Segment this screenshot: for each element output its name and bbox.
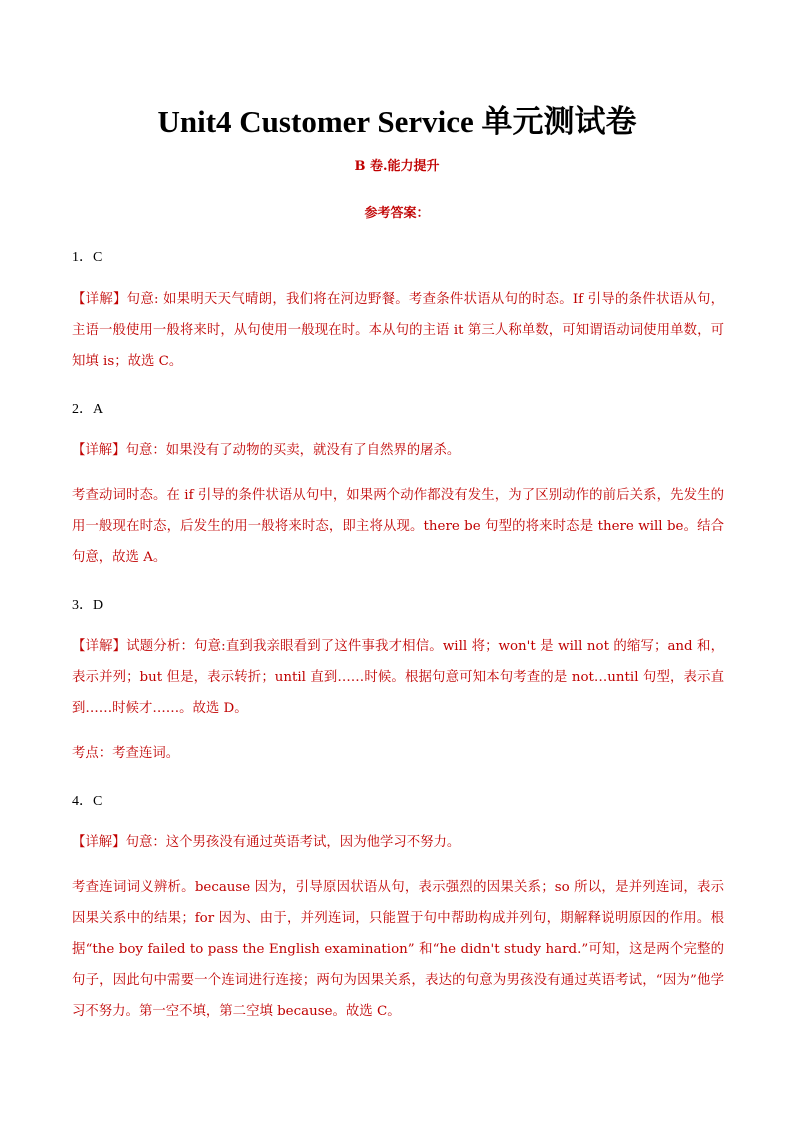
explanation-paragraph [72,738,724,769]
explanation-paragraph [72,631,724,724]
explanation-paragraph [72,480,724,573]
explanation-paragraph [72,827,724,858]
detail-tag: 【详解】 [72,443,126,458]
detail-tag: 【详解】 [72,835,126,850]
detail-tag: 【详解】 [72,639,127,654]
explanation-paragraph [72,872,724,1027]
detail-tag: 【详解】 [72,292,127,307]
explanation-text: 考查动词时态。在 if 引导的条件状语从句中，如果两个动作都没有发生，为了区别动作的前后关系，先发生的用一般现在时态，后发生的用一般将来时态，即主将从现。there be 句型的将来时态是 there will be。结合句意，故选 A。 [72,488,724,565]
explanation-text: 句意：如果没有了动物的买卖，就没有了自然界的屠杀。 [125,443,461,458]
question-number: 4．C [72,794,103,809]
page-subtitle: B 卷.能力提升 [354,159,440,174]
answers-heading: 参考答案： [364,206,430,221]
explanation-text: 试题分析：句意:直到我亲眼看到了这件事我才相信。will 将；won't 是 will not 的缩写；and 和，表示并列；but 但是，表示转折；until 直到……时候。根据句意可知本句考查的是 not…until 句型，表示直到……时候才……。故选 D。 [72,639,725,716]
explanation-text: 句意：这个男孩没有通过英语考试，因为他学习不努力。 [125,835,461,850]
question-number: 3．D [72,598,104,613]
question-number: 2．A [72,402,104,417]
explanation-text: 句意: 如果明天天气晴朗，我们将在河边野餐。考查条件状语从句的时态。If 引导的条件状语从句，主语一般使用一般将来时，从句使用一般现在时。本从句的主语 it 第三人称单数，可知谓语动词使用单数，可知填 is；故选 C。 [72,292,724,369]
question-number: 1．C [72,250,103,265]
explanation-paragraph [72,284,724,377]
explanation-text: 考查连词词义辨析。because 因为，引导原因状语从句，表示强烈的因果关系；so 所以，是并列连词，表示因果关系中的结果；for 因为、由于，并列连词，只能置于句中帮助构成并列句，期解释说明原因的作用。根据“the boy failed to pass the English examination” 和“he didn't study hard.”可知，这是两个完整的句子，因此句中需要一个连词进行连接；两句为因果关系，表达的句意为男孩没有通过英语考试，“因为”他学习不努力。第一空不填，第二空填 because。故选 C。 [72,880,724,1019]
explanation-paragraph [72,435,724,466]
explanation-text: 考点：考查连词。 [72,746,180,761]
page-title: Unit4 Customer Service 单元测试卷 [157,104,637,139]
